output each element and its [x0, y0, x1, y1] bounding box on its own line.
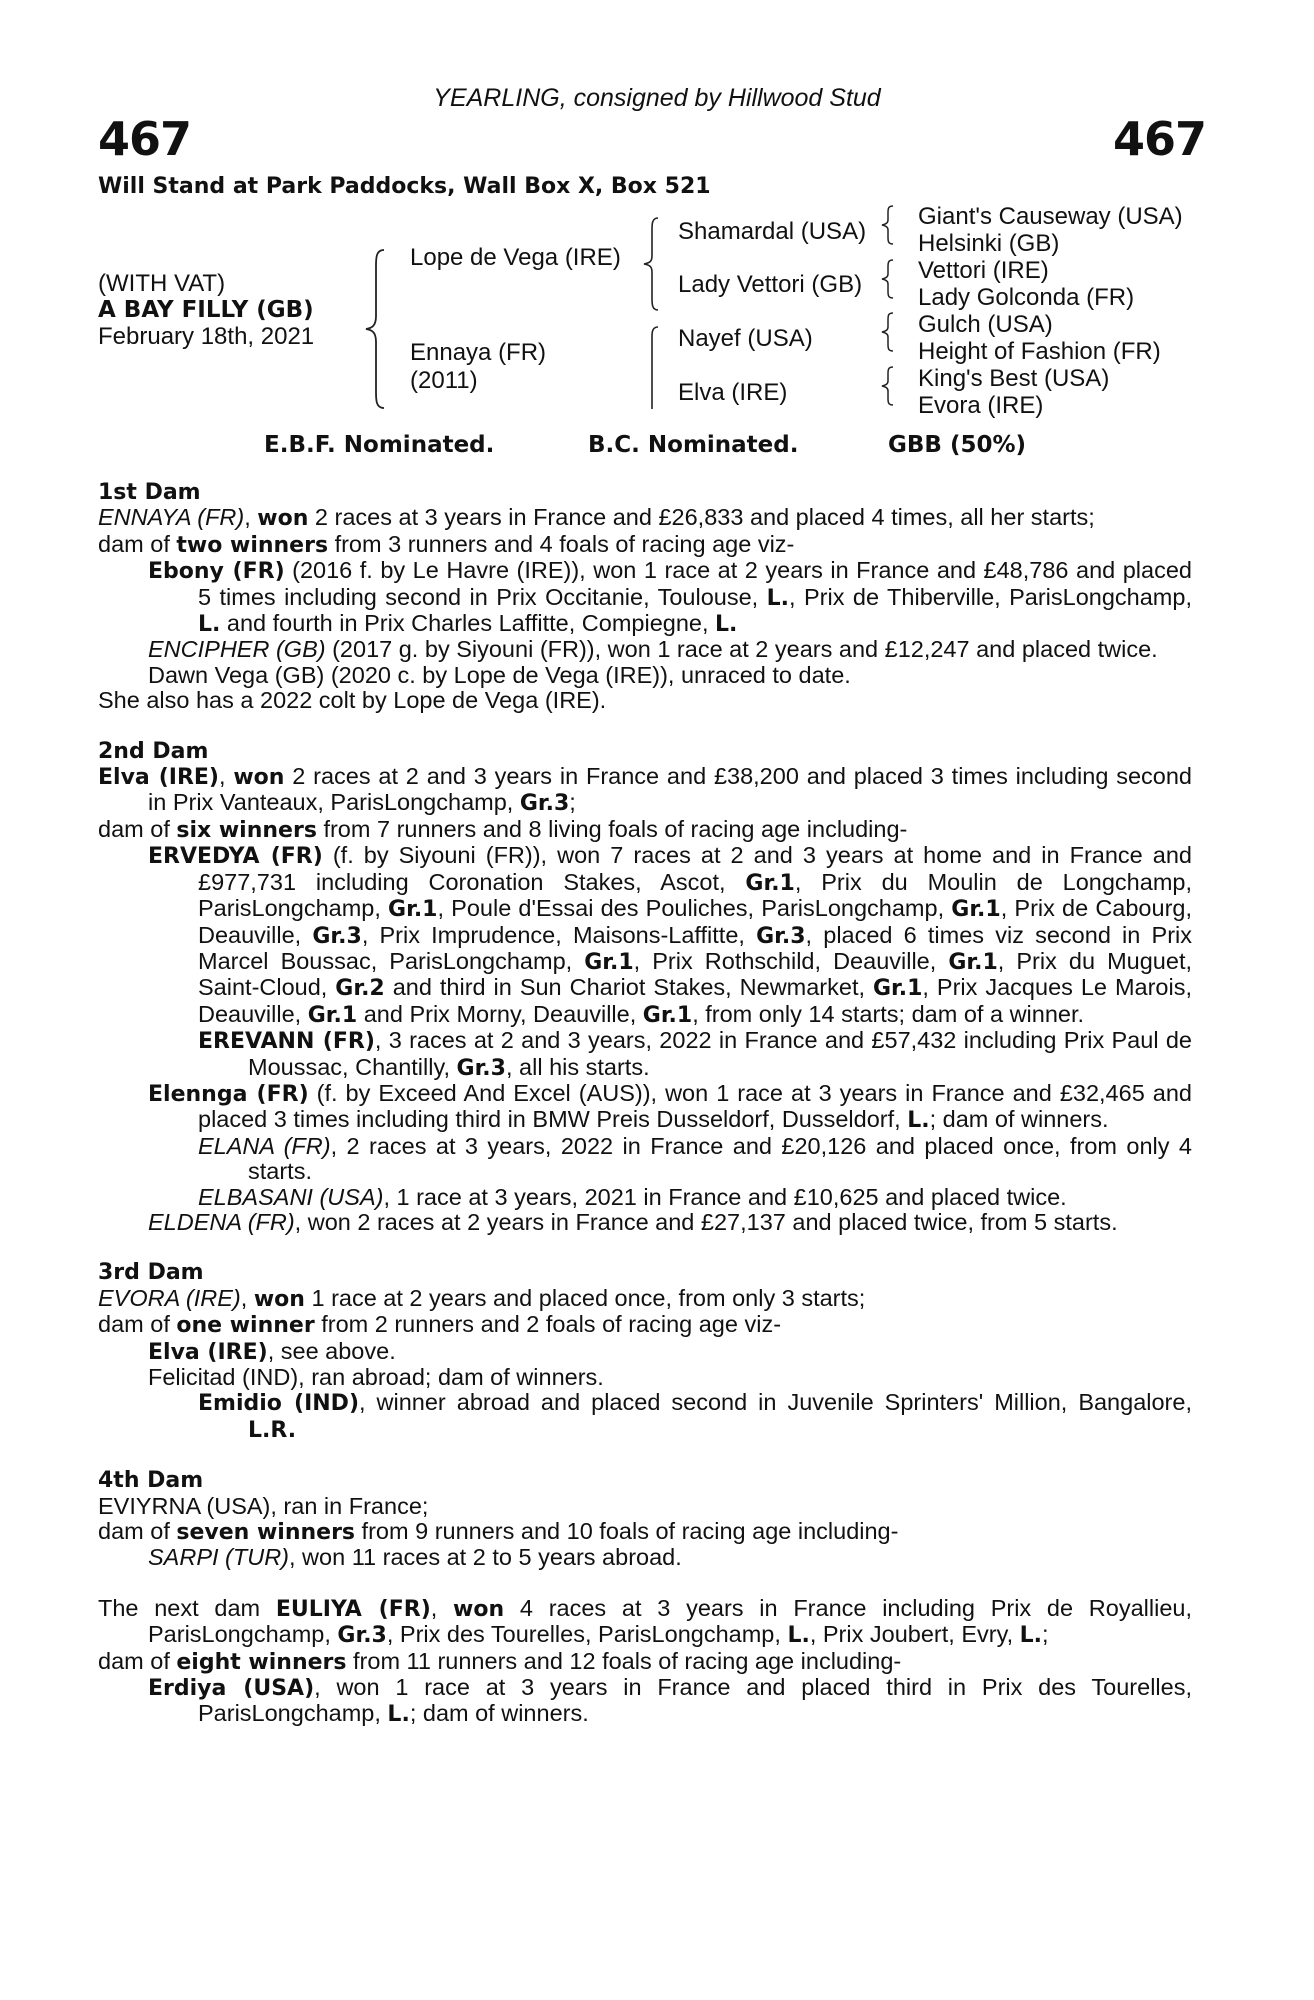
pedigree-entry	[98, 1210, 1192, 1235]
gbb-premium: GBB (50%)	[888, 432, 1027, 458]
pedigree-brace-g56	[878, 311, 898, 353]
pedigree-entry	[98, 764, 1192, 817]
text-run: from 7 runners and 8 living foals of racing age including-	[316, 815, 908, 842]
pedigree-g3: Vettori (IRE)	[918, 257, 1049, 284]
bold-text: won	[233, 765, 285, 791]
pedigree-entry	[98, 1028, 1192, 1081]
text-run: 4 races at 3 years in France including Prix de Royallieu, ParisLongchamp,	[148, 1594, 1192, 1648]
text-run: , winner abroad and placed second in Juvenile Sprinters' Million, Bangalore,	[359, 1389, 1192, 1416]
text-run: , Prix Rothschild, Deauville,	[633, 947, 949, 974]
text-run: ,	[430, 1594, 454, 1621]
pedigree-entry	[98, 817, 1192, 843]
pedigree-entry	[98, 558, 1192, 637]
text-run: , Prix du Moulin de Longchamp, ParisLongchamp,	[198, 868, 1192, 922]
italic-text: ENCIPHER (GB)	[148, 636, 326, 663]
pedigree-entry	[98, 637, 1192, 662]
italic-text: ELBASANI (USA)	[198, 1183, 384, 1210]
pedigree-brace-main	[360, 248, 390, 410]
text-run: , Poule d'Essai des Pouliches, ParisLongchamp,	[437, 895, 952, 922]
section-heading: 4th Dam	[98, 1468, 204, 1494]
pedigree-entry	[98, 1494, 1192, 1519]
bold-text: Elva (IRE)	[98, 765, 219, 791]
pedigree-entry	[98, 1339, 1192, 1365]
pedigree-sire-sire: Shamardal (USA)	[678, 218, 867, 245]
text-run: ; dam of winners.	[409, 1700, 589, 1727]
text-run: , 2 races at 3 years, 2022 in France and £20,126 and placed once, from only 4 starts.	[248, 1132, 1192, 1185]
pedigree-entry	[98, 1596, 1192, 1649]
bc-nomination: B.C. Nominated.	[588, 432, 799, 458]
stand-location: Will Stand at Park Paddocks, Wall Box X, Box 521	[98, 174, 711, 199]
bold-text: Emidio (IND)	[198, 1391, 359, 1417]
pedigree-dam-sire: Nayef (USA)	[678, 325, 813, 352]
pedigree-entry	[98, 1545, 1192, 1570]
text-run: dam of	[98, 530, 177, 557]
bold-text: Gr.1	[872, 976, 923, 1002]
section-heading: 3rd Dam	[98, 1260, 204, 1286]
bold-text: Elva (IRE)	[148, 1339, 268, 1365]
italic-text: ENNAYA (FR)	[98, 504, 245, 531]
text-run: ,	[240, 1284, 254, 1311]
text-run: (f. by Siyouni (FR)), won 7 races at 2 and 3 years at home and in France and £977,731 including Coronation Stakes, Ascot,	[198, 842, 1192, 895]
pedigree-entry	[98, 1365, 1192, 1390]
text-run: from 11 runners and 12 foals of racing age including-	[346, 1647, 902, 1674]
text-run: Felicitad (IND), ran abroad; dam of winners.	[148, 1364, 604, 1390]
pedigree-entry	[98, 843, 1192, 1028]
bold-text: L.	[907, 1108, 930, 1134]
pedigree-brace-dam	[640, 325, 664, 411]
bold-text: Gr.3	[756, 923, 806, 949]
text-run: , from only 14 starts; dam of a winner.	[692, 1000, 1085, 1027]
pedigree-dam: Ennaya (FR)	[410, 339, 547, 366]
text-run: from 3 runners and 4 foals of racing age viz-	[328, 530, 795, 557]
section-gap	[98, 714, 1192, 739]
pedigree-entry	[98, 1185, 1192, 1210]
text-run: (f. by Exceed And Excel (AUS)), won 1 race at 3 years in France and £32,465 and placed 3 times including third in BMW Preis Dusseldorf, Dusseldorf,	[198, 1079, 1192, 1133]
text-run: from 2 runners and 2 foals of racing age viz-	[314, 1311, 782, 1338]
text-run: , all his starts.	[505, 1053, 650, 1080]
bold-text: Gr.3	[337, 1623, 387, 1649]
text-run: The next dam	[98, 1594, 276, 1621]
text-run: and third in Sun Chariot Stakes, Newmarket,	[384, 974, 873, 1001]
text-run: ;	[1042, 1621, 1049, 1648]
section-gap	[98, 1443, 1192, 1468]
text-run: Dawn Vega (GB) (2020 c. by Lope de Vega (IRE)), unraced to date.	[148, 661, 851, 688]
text-run: ;	[569, 789, 576, 816]
pedigree-dam-year: (2011)	[410, 367, 478, 394]
bold-text: Gr.1	[951, 897, 1001, 923]
bold-text: EREVANN (FR)	[198, 1029, 375, 1055]
bold-text: Gr.1	[948, 949, 998, 975]
bold-text: L.	[1019, 1623, 1043, 1649]
text-run: , won 1 race at 3 years in France and placed third in Prix des Tourelles, ParisLongchamp,	[198, 1674, 1192, 1727]
text-run: , Prix Joubert, Evry,	[809, 1621, 1020, 1648]
pedigree-entry	[98, 1519, 1192, 1545]
text-run: , won 11 races at 2 to 5 years abroad.	[289, 1544, 682, 1571]
text-run: ,	[218, 763, 234, 790]
section-gap	[98, 1571, 1192, 1596]
pedigree-entry	[98, 532, 1192, 558]
text-run: (2016 f. by Le Havre (IRE)), won 1 race at 2 years in France and £48,786 and placed 5 times including second in Prix Occitanie, Toulouse,	[198, 557, 1192, 610]
text-run: 2 races at 2 and 3 years in France and £38,200 and placed 3 times including second in Prix Vanteaux, ParisLongchamp,	[148, 763, 1192, 816]
italic-text: ELANA (FR)	[198, 1132, 331, 1159]
pedigree-entry	[98, 1081, 1192, 1134]
bold-text: Ebony (FR)	[148, 559, 285, 585]
bold-text: L.	[387, 1702, 410, 1728]
section-heading: 2nd Dam	[98, 738, 209, 764]
pedigree-g4: Lady Golconda (FR)	[918, 284, 1135, 311]
text-run: , 1 race at 3 years, 2021 in France and £10,625 and placed twice.	[383, 1183, 1067, 1210]
bold-text: EULIYA (FR)	[275, 1596, 431, 1622]
bold-text: won	[453, 1596, 505, 1622]
text-run: ,	[244, 504, 258, 531]
pedigree-entry	[98, 1286, 1192, 1312]
text-run: , Prix des Tourelles, ParisLongchamp,	[386, 1621, 788, 1648]
page-subtitle: YEARLING, consigned by Hillwood Stud	[433, 84, 881, 112]
lot-number-left: 467	[98, 112, 192, 166]
bold-text: two winners	[176, 532, 329, 558]
text-run: and Prix Morny, Deauville,	[357, 1000, 643, 1027]
text-run: , Prix Imprudence, Maisons-Laffitte,	[361, 921, 757, 948]
ebf-nomination: E.B.F. Nominated.	[264, 432, 495, 458]
bold-text: Gr.3	[519, 791, 570, 817]
text-run: , see above.	[267, 1337, 396, 1364]
text-run: , 3 races at 2 and 3 years, 2022 in France and £57,432 including Prix Paul de Moussac, Chantilly,	[248, 1027, 1192, 1080]
pedigree-g6: Height of Fashion (FR)	[918, 338, 1161, 365]
text-run: , won 2 races at 2 years in France and £27,137 and placed twice, from 5 starts.	[294, 1208, 1118, 1235]
pedigree-entry	[98, 688, 1192, 713]
pedigree-brace-g12	[878, 204, 898, 246]
bold-text: Gr.3	[312, 923, 362, 949]
text-run: EVIYRNA (USA), ran in France;	[98, 1492, 429, 1519]
bold-text: L.	[198, 612, 221, 638]
bold-text: Gr.1	[642, 1002, 693, 1028]
bold-text: Gr.1	[584, 949, 634, 975]
italic-text: SARPI (TUR)	[148, 1544, 289, 1571]
italic-text: ELDENA (FR)	[148, 1208, 295, 1235]
bold-text: Gr.1	[745, 870, 795, 896]
text-run: and fourth in Prix Charles Laffitte, Compiegne,	[220, 610, 716, 637]
text-run: dam of	[98, 815, 177, 842]
text-run: dam of	[98, 1518, 177, 1545]
pedigree-sire-dam: Lady Vettori (GB)	[678, 271, 863, 298]
pedigree-dam-dam: Elva (IRE)	[678, 379, 788, 406]
pedigree-entry	[98, 1649, 1192, 1675]
text-run: from 9 runners and 10 foals of racing age including-	[355, 1518, 899, 1545]
text-run: , placed 6 times viz second in Prix Marcel Boussac, ParisLongchamp,	[198, 921, 1192, 974]
text-run: , Prix Jacques Le Marois, Deauville,	[198, 974, 1192, 1027]
text-run: , Prix de Cabourg, Deauville,	[198, 895, 1192, 948]
text-run: ; dam of winners.	[929, 1106, 1109, 1133]
pedigree-g1: Giant's Causeway (USA)	[918, 203, 1183, 230]
section-heading: 1st Dam	[98, 480, 201, 505]
bold-text: L.	[715, 612, 738, 638]
pedigree-g7: King's Best (USA)	[918, 365, 1110, 392]
pedigree-g2: Helsinki (GB)	[918, 230, 1060, 257]
pedigree-entry	[98, 505, 1192, 531]
bold-text: won	[253, 1286, 305, 1312]
catalogue-body	[98, 480, 1192, 1728]
bold-text: seven winners	[176, 1520, 356, 1546]
bold-text: L.	[787, 1623, 810, 1649]
pedigree-entry	[98, 1312, 1192, 1338]
vat-note: (WITH VAT)	[98, 270, 226, 297]
pedigree-brace-g78	[878, 365, 898, 407]
bold-text: Erdiya (USA)	[148, 1676, 315, 1702]
bold-text: L.R.	[248, 1417, 297, 1443]
bold-text: Gr.1	[307, 1002, 358, 1028]
pedigree-sire: Lope de Vega (IRE)	[410, 244, 621, 271]
pedigree-entry	[98, 1134, 1192, 1185]
bold-text: six winners	[176, 817, 317, 843]
pedigree-brace-g34	[878, 258, 898, 300]
bold-text: Gr.1	[388, 897, 438, 923]
pedigree-entry	[98, 1675, 1192, 1728]
pedigree-entry	[98, 663, 1192, 688]
pedigree-g8: Evora (IRE)	[918, 392, 1044, 419]
italic-text: EVORA (IRE)	[98, 1284, 241, 1311]
bold-text: one winner	[176, 1313, 315, 1339]
bold-text: Gr.3	[456, 1055, 506, 1081]
bold-text: Elennga (FR)	[148, 1081, 309, 1107]
bold-text: won	[257, 506, 309, 532]
text-run: dam of	[98, 1311, 177, 1338]
text-run: , Prix de Thiberville, ParisLongchamp,	[789, 583, 1192, 610]
text-run: , Prix du Muguet, Saint-Cloud,	[198, 947, 1192, 1001]
lot-number-right: 467	[1112, 112, 1206, 166]
bold-text: ERVEDYA (FR)	[148, 844, 323, 870]
horse-name: A BAY FILLY (GB)	[98, 297, 314, 323]
text-run: dam of	[98, 1647, 177, 1674]
text-run: 1 race at 2 years and placed once, from only 3 starts;	[304, 1284, 866, 1311]
foaling-date: February 18th, 2021	[98, 323, 315, 350]
section-gap	[98, 1235, 1192, 1260]
pedigree-entry	[98, 1390, 1192, 1443]
bold-text: Gr.2	[335, 976, 385, 1002]
text-run: She also has a 2022 colt by Lope de Vega (IRE).	[98, 687, 607, 714]
pedigree-g5: Gulch (USA)	[918, 311, 1053, 338]
pedigree-brace-sire	[640, 216, 664, 312]
text-run: (2017 g. by Siyouni (FR)), won 1 race at 2 years and £12,247 and placed twice.	[325, 636, 1158, 663]
bold-text: L.	[766, 585, 790, 611]
text-run: 2 races at 3 years in France and £26,833 and placed 4 times, all her starts;	[308, 504, 1095, 531]
bold-text: eight winners	[176, 1649, 347, 1675]
